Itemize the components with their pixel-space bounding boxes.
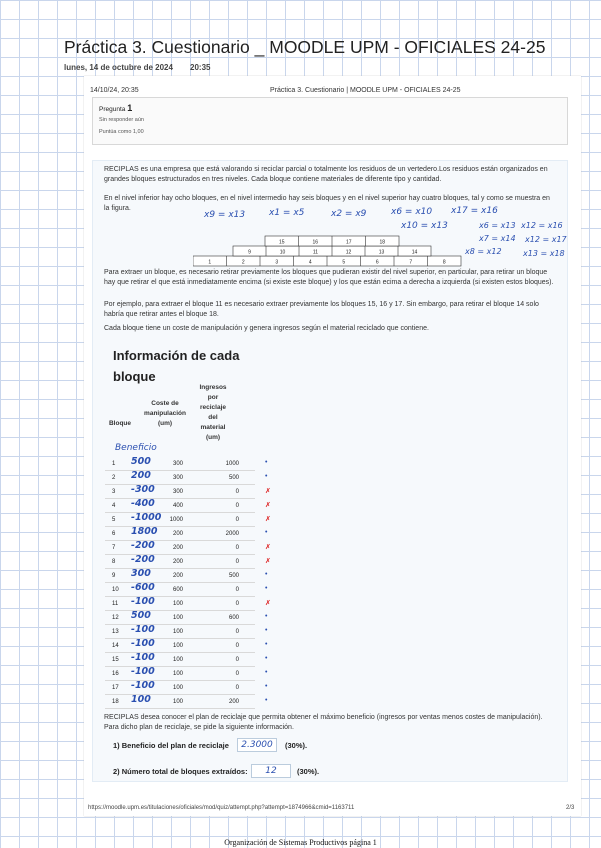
intro-paragraph-4: Por ejemplo, para extraer el bloque 11 es necesario extraer previamente los bloques 15, 16 y 17. Sin embargo, para retirar el bloque 14 solo habría que retirar antes el bloque 18. xyxy=(104,301,539,318)
print-url: https://moodle.upm.es/titulaciones/oficiales/mod/quiz/attempt.php?attempt=1874966&cmid=1163711 xyxy=(88,805,355,811)
figure-block-label: 3 xyxy=(275,259,279,266)
benefit-answer-input[interactable]: 2.3000 xyxy=(237,738,277,752)
row-underline xyxy=(105,568,255,569)
handwritten-mark: ✗ xyxy=(265,502,271,509)
table-row xyxy=(105,484,271,499)
income-cell: 0 xyxy=(235,587,239,593)
row-underline xyxy=(105,526,255,527)
page-caption: Organización de Sistemas Productivos página 1 xyxy=(224,838,377,847)
cost-cell: 100 xyxy=(172,643,183,649)
handwritten-note: x7 = x14 xyxy=(479,234,516,243)
figure-block-label: 14 xyxy=(411,249,418,256)
block-number: 11 xyxy=(112,601,119,607)
figure-block-label: 9 xyxy=(248,249,251,256)
table-header-cost-line: Coste de xyxy=(151,400,179,407)
figure-block-label: 1 xyxy=(208,259,212,266)
income-cell: 0 xyxy=(235,657,239,663)
row-underline xyxy=(105,666,255,667)
table-row xyxy=(105,666,268,681)
block-number: 15 xyxy=(112,657,119,663)
block-number: 16 xyxy=(112,671,119,677)
cost-cell: 200 xyxy=(172,531,183,537)
income-cell: 0 xyxy=(235,601,239,607)
cost-cell: 100 xyxy=(172,685,183,691)
row-underline xyxy=(105,610,255,611)
table-header-cost-line: (um) xyxy=(157,420,173,427)
table-row xyxy=(105,652,268,667)
handwritten-mark: • xyxy=(265,585,268,592)
block-number: 6 xyxy=(112,531,116,537)
block-number: 2 xyxy=(112,475,116,481)
cost-cell: 100 xyxy=(172,629,183,635)
cost-cell: 100 xyxy=(172,657,183,663)
table-header-income-line: (um) xyxy=(205,434,221,441)
question-label-text: Pregunta xyxy=(99,106,126,113)
table-row xyxy=(105,554,271,569)
block-number: 17 xyxy=(112,685,119,691)
table-row xyxy=(105,540,271,555)
block-number: 14 xyxy=(112,643,119,649)
cost-cell: 300 xyxy=(172,461,183,467)
handwritten-mark: • xyxy=(265,697,268,704)
row-underline xyxy=(105,652,255,653)
intro-paragraph-2: En el nivel inferior hay ocho bloques, en el nivel intermedio hay seis bloques y en el nivel superior hay cuatro bloques, tal y como se muestra en la figura. xyxy=(104,195,550,212)
block-number: 18 xyxy=(112,699,119,705)
block-number: 4 xyxy=(112,503,116,509)
handwritten-benefit: -1000 xyxy=(131,512,162,523)
income-cell: 600 xyxy=(228,615,239,621)
handwritten-benefit: 1800 xyxy=(131,526,158,537)
question-number: 1 xyxy=(127,103,133,113)
cost-cell: 300 xyxy=(172,475,183,481)
row-underline xyxy=(105,554,255,555)
handwritten-note: x6 = x10 xyxy=(391,207,433,217)
block-number: 5 xyxy=(112,517,116,523)
intro-paragraph-3: Para extraer un bloque, es necesario retirar previamente los bloques que pudieran existir del nivel superior, en particular, para retirar un bloque hay que retirar el que está inmediatamente encima (si existe este bloque) y los que están ecima a derecha a izquierda (si existen estos bloques). xyxy=(104,269,554,286)
income-cell: 0 xyxy=(235,643,239,649)
header-time: 20:35 xyxy=(190,63,211,72)
handwritten-benefit: -100 xyxy=(131,680,155,691)
figure-block-label: 7 xyxy=(409,259,413,266)
closing-paragraph: RECIPLAS desea conocer el plan de reciclaje que permita obtener el máximo beneficio (ingresos por ventas menos costes de manipulación). Para dicho plan de reciclaje, se pide la siguiente información. xyxy=(104,714,543,731)
block-number: 12 xyxy=(112,615,119,621)
table-header-income-line: por xyxy=(207,394,219,401)
cost-cell: 600 xyxy=(172,587,183,593)
handwritten-mark: ✗ xyxy=(265,558,271,565)
figure-block-label: 16 xyxy=(312,239,319,246)
block-number: 13 xyxy=(112,629,119,635)
handwritten-mark: ✗ xyxy=(265,600,271,607)
figure-block-label: 6 xyxy=(375,259,379,266)
handwritten-note: x12 = x16 xyxy=(521,221,563,230)
row-underline xyxy=(105,470,255,471)
income-cell: 500 xyxy=(228,573,239,579)
handwritten-mark: • xyxy=(265,613,268,620)
table-row xyxy=(105,568,268,583)
figure-block-label: 8 xyxy=(442,259,446,266)
handwritten-mark: • xyxy=(265,627,268,634)
question-2-label: 2) Número total de bloques extraídos: xyxy=(113,767,248,776)
row-underline xyxy=(105,596,255,597)
row-underline xyxy=(105,694,255,695)
figure-block-label: 15 xyxy=(278,239,285,246)
figure-block-label: 2 xyxy=(241,259,245,266)
table-header-cost xyxy=(135,399,195,429)
handwritten-mark: ✗ xyxy=(265,488,271,495)
handwritten-note: x10 = x13 xyxy=(401,221,448,231)
table-header-income-line: del xyxy=(208,414,218,421)
block-number: 9 xyxy=(112,573,116,579)
table-row xyxy=(105,610,268,625)
income-cell: 0 xyxy=(235,671,239,677)
handwritten-mark: • xyxy=(265,655,268,662)
handwritten-mark: ✗ xyxy=(265,516,271,523)
row-underline xyxy=(105,582,255,583)
handwritten-note: x17 = x16 xyxy=(451,206,498,216)
question-status: Sin responder aún xyxy=(99,117,144,123)
handwritten-benefit: 200 xyxy=(131,470,151,481)
income-cell: 0 xyxy=(235,559,239,565)
table-row xyxy=(105,624,268,639)
table-row xyxy=(105,470,268,485)
table-row xyxy=(105,680,268,695)
question-content xyxy=(92,160,568,782)
blocks-count-answer-input[interactable]: 12 xyxy=(251,764,291,778)
cost-cell: 200 xyxy=(172,545,183,551)
benefit-column-label: Beneficio xyxy=(115,443,157,453)
row-underline xyxy=(105,638,255,639)
block-number: 7 xyxy=(112,545,116,551)
print-date: 14/10/24, 20:35 xyxy=(90,87,139,94)
handwritten-mark: • xyxy=(265,641,268,648)
table-row xyxy=(105,638,268,653)
cost-cell: 200 xyxy=(172,573,183,579)
handwritten-benefit: -600 xyxy=(131,582,155,593)
handwritten-note: x12 = x17 xyxy=(525,235,567,244)
income-cell: 0 xyxy=(235,517,239,523)
handwritten-note: x1 = x5 xyxy=(269,208,305,218)
cost-cell: 100 xyxy=(172,601,183,607)
intro-paragraph-1: RECIPLAS es una empresa que está valorando si reciclar parcial o totalmente los residuos de un vertedero.Los residuos están organizados en grandes bloques estructurados en tres niveles. Cada bloque contiene materiales de diferente tipo y cantidad. xyxy=(104,166,548,183)
document-title: Práctica 3. Cuestionario _ MOODLE UPM - OFICIALES 24-25 xyxy=(64,37,546,57)
figure-block-label: 17 xyxy=(345,239,352,246)
income-cell: 0 xyxy=(235,629,239,635)
handwritten-benefit: -100 xyxy=(131,652,155,663)
table-header-cost-line: manipulación xyxy=(144,410,186,417)
printed-sheet xyxy=(84,76,581,816)
income-cell: 500 xyxy=(228,475,239,481)
row-underline xyxy=(105,540,255,541)
cost-cell: 300 xyxy=(172,489,183,495)
handwritten-benefit: 500 xyxy=(131,456,151,467)
block-number: 1 xyxy=(112,461,116,467)
question-label xyxy=(99,103,132,113)
table-row xyxy=(105,694,268,709)
handwritten-benefit: -100 xyxy=(131,638,155,649)
table-row xyxy=(105,526,268,541)
block-number: 10 xyxy=(112,587,119,593)
income-cell: 0 xyxy=(235,685,239,691)
table-header-block: Bloque xyxy=(108,420,132,427)
table-header-income-line: material xyxy=(200,424,226,431)
row-underline xyxy=(105,624,255,625)
handwritten-note: x9 = x13 xyxy=(204,210,246,220)
handwritten-note: x8 = x12 xyxy=(465,247,502,256)
cost-cell: 200 xyxy=(172,559,183,565)
table-row xyxy=(105,456,268,471)
print-title: Práctica 3. Cuestionario | MOODLE UPM - OFICIALES 24-25 xyxy=(270,87,461,94)
handwritten-mark: • xyxy=(265,473,268,480)
handwritten-benefit: 500 xyxy=(131,610,151,621)
header-date: lunes, 14 de octubre de 2024 xyxy=(64,63,173,72)
table-row xyxy=(105,596,271,611)
row-underline xyxy=(105,484,255,485)
income-cell: 0 xyxy=(235,489,239,495)
handwritten-benefit: 300 xyxy=(131,568,151,579)
handwritten-benefit: -100 xyxy=(131,666,155,677)
cost-cell: 400 xyxy=(172,503,183,509)
table-header-income-line: reciclaje xyxy=(199,404,227,411)
table-row xyxy=(105,582,268,597)
income-cell: 0 xyxy=(235,503,239,509)
row-underline xyxy=(105,708,255,709)
cost-cell: 100 xyxy=(172,615,183,621)
question-info-box xyxy=(92,97,568,145)
cost-cell: 100 xyxy=(172,699,183,705)
handwritten-benefit: -100 xyxy=(131,624,155,635)
section-title-line-2: bloque xyxy=(113,369,156,384)
income-cell: 2000 xyxy=(225,531,239,537)
question-2-points: (30%). xyxy=(297,767,320,776)
handwritten-mark: ✗ xyxy=(265,544,271,551)
figure-block-label: 11 xyxy=(312,249,319,256)
income-cell: 1000 xyxy=(225,461,239,467)
block-number: 8 xyxy=(112,559,116,565)
handwritten-benefit: -100 xyxy=(131,596,155,607)
figure-block-label: 10 xyxy=(279,249,286,256)
handwritten-mark: • xyxy=(265,683,268,690)
handwritten-mark: • xyxy=(265,529,268,536)
handwritten-note: x2 = x9 xyxy=(331,209,367,219)
figure-block-label: 18 xyxy=(379,239,386,246)
cost-cell: 100 xyxy=(172,671,183,677)
row-underline xyxy=(105,680,255,681)
handwritten-note: x13 = x18 xyxy=(523,249,565,258)
print-page-number: 2/3 xyxy=(566,805,575,811)
section-title-line-1: Información de cada xyxy=(113,348,240,363)
table-header-income xyxy=(188,383,238,443)
handwritten-benefit: -200 xyxy=(131,540,155,551)
income-cell: 200 xyxy=(228,699,239,705)
question-1-label: 1) Beneficio del plan de reciclaje xyxy=(113,741,229,750)
question-1-points: (30%). xyxy=(285,741,308,750)
handwritten-note: x6 = x13 xyxy=(479,221,516,230)
handwritten-mark: • xyxy=(265,669,268,676)
income-cell: 0 xyxy=(235,545,239,551)
block-pyramid-figure xyxy=(193,233,463,267)
intro-paragraph-5: Cada bloque tiene un coste de manipulación y genera ingresos según el material reciclado que contiene. xyxy=(104,325,429,332)
cost-cell: 1000 xyxy=(169,517,183,523)
handwritten-benefit: -300 xyxy=(131,484,155,495)
handwritten-benefit: 100 xyxy=(131,694,151,705)
handwritten-mark: • xyxy=(265,571,268,578)
figure-block-label: 5 xyxy=(342,259,346,266)
table-header-income-line: Ingresos xyxy=(199,384,227,391)
row-underline xyxy=(105,512,255,513)
figure-block-label: 12 xyxy=(345,249,352,256)
figure-block-label: 13 xyxy=(378,249,385,256)
question-points: Puntúa como 1,00 xyxy=(99,129,144,135)
row-underline xyxy=(105,498,255,499)
handwritten-mark: • xyxy=(265,459,268,466)
handwritten-benefit: -200 xyxy=(131,554,155,565)
block-number: 3 xyxy=(112,489,116,495)
table-row xyxy=(105,512,271,527)
handwritten-benefit: -400 xyxy=(131,498,155,509)
figure-block-label: 4 xyxy=(308,259,312,266)
table-row xyxy=(105,498,271,513)
